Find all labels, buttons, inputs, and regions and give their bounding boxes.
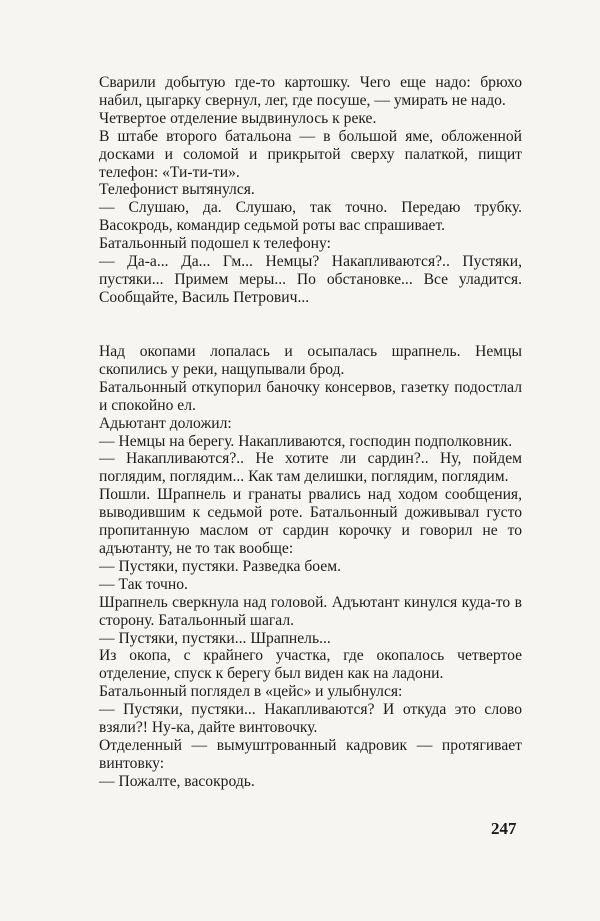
- paragraph: Пошли. Шрапнель и гранаты рвались над ходом сообщения, выводившим к седьмой роте. Батальонный доживывал густо пропитанную маслом от сардин корочку и говорил не то адъютанту, не то так вообще:: [99, 486, 522, 557]
- paragraph: — Так точно.: [99, 575, 188, 593]
- paragraph: Батальонный откупорил баночку консервов, газетку подостлал и спокойно ел.: [99, 378, 522, 414]
- paragraph: — Пожалте, васокродь.: [99, 772, 255, 790]
- paragraph: — Пустяки, пустяки. Разведка боем.: [99, 557, 341, 575]
- paragraph: Из окопа, с крайнего участка, где окопалось четвертое отделение, спуск к берегу был виден как на ладони.: [99, 647, 522, 683]
- paragraph: Батальонный подошел к телефону:: [99, 235, 331, 253]
- text-section-1: [99, 74, 522, 307]
- paragraph: — Пустяки, пустяки... Шрапнель...: [99, 629, 331, 647]
- paragraph: Шрапнель сверкнула над головой. Адъютант кинулся куда-то в сторону. Батальонный шагал.: [99, 593, 522, 629]
- paragraph: — Пустяки, пустяки... Накапливаются? И откуда это слово взяли?! Ну-ка, дайте винтовочку.: [99, 701, 522, 737]
- paragraph: Телефонист вытянулся.: [99, 181, 255, 199]
- page-number: 247: [491, 819, 517, 838]
- paragraph: Четвертое отделение выдвинулось к реке.: [99, 109, 377, 127]
- paragraph: Над окопами лопалась и осыпалась шрапнель. Немцы скопились у реки, нащупывали брод.: [99, 343, 522, 378]
- paragraph: — Да-а... Да... Гм... Немцы? Накапливаются?.. Пустяки, пустяки... Примем меры... По обстановке... Все уладится. Сообщайте, Василь Петрович...: [99, 253, 522, 306]
- paragraph: В штабе второго батальона — в большой яме, обложенной досками и соломой и прикрытой сверху палаткой, пищит телефон: «Ти-ти-ти».: [99, 127, 522, 181]
- text-section-2: [99, 343, 522, 791]
- paragraph: Отделенный — вымуштрованный кадровик — протягивает винтовку:: [99, 736, 522, 772]
- paragraph: — Накапливаются?.. Не хотите ли сардин?.. Ну, пойдем поглядим, поглядим... Как там делишки, поглядим, поглядим.: [99, 450, 522, 486]
- paragraph: — Немцы на берегу. Накапливаются, господин подполковник.: [99, 432, 513, 450]
- paragraph: — Слушаю, да. Слушаю, так точно. Передаю трубку. Васокродь, командир седьмой роты вас спрашивает.: [99, 199, 522, 235]
- paragraph: Адьютант доложил:: [99, 414, 232, 432]
- paragraph: Сварили добытую где-то картошку. Чего еще надо: брюхо набил, цыгарку свернул, лег, где посуше, — умирать не надо.: [99, 74, 522, 109]
- paragraph: Батальонный поглядел в «цейс» и улыбнулся:: [99, 683, 403, 701]
